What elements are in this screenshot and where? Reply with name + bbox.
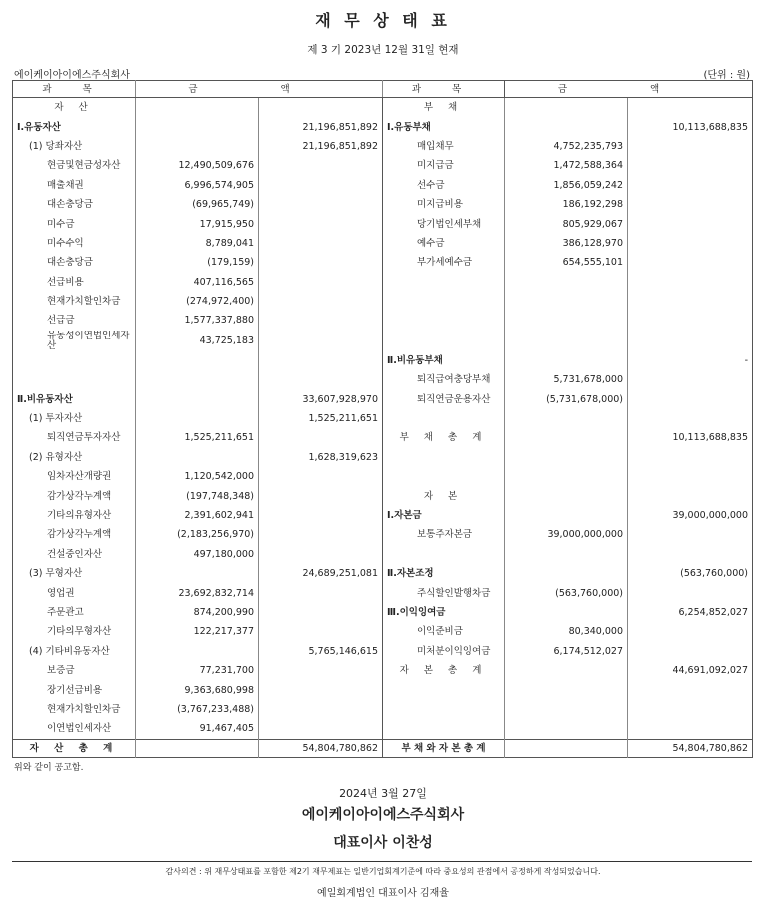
right-item: 보통주자본금 — [383, 525, 505, 544]
left-amount-col2 — [259, 176, 383, 195]
left-amount-col2 — [259, 214, 383, 233]
table-row — [13, 409, 753, 428]
right-amount-col1: 80,340,000 — [505, 622, 628, 641]
right-amount-col2 — [628, 680, 753, 699]
left-item: 영업권 — [13, 583, 136, 602]
left-item: 대손충당금 — [13, 195, 136, 214]
right-item: 퇴직연금운용자산 — [383, 389, 505, 408]
table-header-row — [13, 81, 753, 98]
left-amount-col2 — [259, 719, 383, 739]
right-amount-col2 — [628, 448, 753, 467]
right-amount-col2 — [628, 545, 753, 564]
divider — [12, 861, 752, 862]
right-item — [383, 292, 505, 311]
right-item: 퇴직급여충당부채 — [383, 370, 505, 389]
table-row — [13, 98, 753, 118]
table-row — [13, 176, 753, 195]
right-item: Ⅱ.비유동부채 — [383, 351, 505, 370]
right-amount-col1: 4,752,235,793 — [505, 137, 628, 156]
right-amount-col2 — [628, 525, 753, 544]
right-item: 주식할인발행차금 — [383, 583, 505, 602]
left-item: 임차자산개량권 — [13, 467, 136, 486]
left-amount-col2: 5,765,146,615 — [259, 642, 383, 661]
left-amount-col1 — [136, 564, 259, 583]
balance-sheet-table — [12, 80, 753, 758]
total-liab-equity-col1 — [505, 739, 628, 757]
right-item — [383, 409, 505, 428]
table-row — [13, 292, 753, 311]
left-item — [13, 351, 136, 370]
right-amount-col2 — [628, 137, 753, 156]
right-item: Ⅱ.자본조정 — [383, 564, 505, 583]
right-item: 부가세예수금 — [383, 253, 505, 272]
left-item: 건설중인자산 — [13, 545, 136, 564]
right-amount-header: 금 액 — [505, 81, 753, 98]
right-item: 미지급금 — [383, 156, 505, 175]
right-amount-col2: 10,113,688,835 — [672, 121, 748, 133]
table-row — [13, 428, 753, 447]
right-amount-col1: 805,929,067 — [505, 214, 628, 233]
table-row — [13, 642, 753, 661]
right-amount-col1 — [505, 700, 628, 719]
right-item: 부 채 — [383, 98, 505, 118]
left-amount-col2 — [259, 351, 383, 370]
publication-notice: 위와 같이 공고함. — [14, 763, 84, 773]
right-amount-col1: 1,856,059,242 — [505, 176, 628, 195]
right-item — [383, 719, 505, 739]
right-amount-col2 — [628, 273, 753, 292]
left-amount-col2 — [259, 273, 383, 292]
total-assets-label: 자 산 총 계 — [13, 739, 136, 757]
right-amount-col1: 5,731,678,000 — [505, 370, 628, 389]
right-amount-col1 — [505, 564, 628, 583]
left-item: Ⅰ.유동자산 — [13, 117, 136, 136]
left-amount-col2 — [259, 603, 383, 622]
right-item: 미지급비용 — [383, 195, 505, 214]
table-row — [13, 622, 753, 641]
left-item: 이연법인세자산 — [13, 719, 136, 739]
right-amount-col2 — [628, 253, 753, 272]
auditor-name: 예일회계법인 대표이사 김재율 — [317, 888, 449, 899]
right-amount-col2: - — [744, 354, 748, 366]
right-amount-col1 — [505, 117, 628, 136]
left-item — [13, 370, 136, 389]
right-item — [383, 467, 505, 486]
right-amount-col1 — [505, 273, 628, 292]
left-amount-col2: 33,607,928,970 — [259, 389, 383, 408]
totals-row — [13, 739, 753, 757]
left-item: 장기선급비용 — [13, 680, 136, 699]
right-amount-col1: (563,760,000) — [505, 583, 628, 602]
right-amount-col2 — [628, 331, 753, 351]
right-item: Ⅲ.이익잉여금 — [383, 603, 505, 622]
ceo-name: 대표이사 이찬성 — [333, 835, 433, 851]
document-title: 재 무 상 태 표 — [315, 11, 451, 30]
table-row — [13, 273, 753, 292]
right-item: 부 채 총 계 — [383, 428, 505, 447]
left-item: (1) 당좌자산 — [13, 137, 136, 156]
right-amount-col1 — [505, 428, 628, 447]
right-amount-col2 — [628, 214, 753, 233]
left-amount-col2: 1,525,211,651 — [259, 409, 383, 428]
table-row — [13, 214, 753, 233]
right-item — [383, 448, 505, 467]
left-amount-col1 — [136, 98, 259, 118]
right-amount-col2: (563,760,000) — [680, 568, 748, 580]
right-amount-col2: 6,254,852,027 — [678, 606, 748, 618]
right-amount-col2 — [628, 98, 753, 118]
right-item: 예수금 — [383, 234, 505, 253]
left-amount-col2 — [259, 506, 383, 525]
left-item: 기타의유형자산 — [13, 506, 136, 525]
left-amount-col1: (179,159) — [136, 253, 259, 272]
right-item: 선수금 — [383, 176, 505, 195]
left-amount-col2 — [259, 98, 383, 118]
left-amount-col1: 2,391,602,941 — [136, 506, 259, 525]
left-amount-col1: 1,120,542,000 — [136, 467, 259, 486]
left-amount-col2 — [259, 195, 383, 214]
right-amount-col1 — [505, 331, 628, 351]
left-amount-col2 — [259, 545, 383, 564]
left-amount-col2: 24,689,251,081 — [259, 564, 383, 583]
left-amount-col1 — [136, 137, 259, 156]
left-amount-col2 — [259, 234, 383, 253]
table-row — [13, 351, 753, 370]
right-amount-col2 — [628, 467, 753, 486]
right-amount-col1 — [505, 506, 628, 525]
left-amount-col1: (2,183,256,970) — [136, 525, 259, 544]
right-item — [383, 545, 505, 564]
right-amount-col2: 44,691,092,027 — [672, 665, 748, 677]
right-amount-col2 — [628, 234, 753, 253]
right-amount-col1 — [505, 545, 628, 564]
left-amount-col2 — [259, 253, 383, 272]
table-row — [13, 700, 753, 719]
total-assets-value: 54,804,780,862 — [259, 739, 383, 757]
left-item: 현재가치할인차금 — [13, 292, 136, 311]
table-row — [13, 680, 753, 699]
left-amount-col2 — [259, 486, 383, 505]
total-liab-equity-label: 부 채 와 자 본 총 계 — [383, 739, 505, 757]
right-amount-col2 — [628, 311, 753, 330]
right-amount-col2 — [628, 719, 753, 739]
left-amount-col2 — [259, 583, 383, 602]
left-amount-col1: 77,231,700 — [136, 661, 259, 680]
left-amount-col1 — [136, 448, 259, 467]
left-amount-col2 — [259, 156, 383, 175]
right-amount-col2 — [628, 583, 753, 602]
left-amount-col1: (69,965,749) — [136, 195, 259, 214]
right-item: 매입채무 — [383, 137, 505, 156]
right-amount-col2: 10,113,688,835 — [672, 432, 748, 444]
right-amount-col1 — [505, 448, 628, 467]
left-amount-col2: 21,196,851,892 — [259, 117, 383, 136]
table-row — [13, 545, 753, 564]
table-row — [13, 137, 753, 156]
left-amount-col1: 1,577,337,880 — [136, 311, 259, 330]
table-row — [13, 564, 753, 583]
right-amount-col1 — [505, 311, 628, 330]
right-amount-col2 — [628, 642, 753, 661]
left-amount-col1: 6,996,574,905 — [136, 176, 259, 195]
left-item: 미수금 — [13, 214, 136, 233]
left-amount-col2 — [259, 428, 383, 447]
currency-unit: (단위 : 원) — [703, 70, 750, 81]
table-row — [13, 253, 753, 272]
reporting-period: 제 3 기 2023년 12월 31일 현재 — [307, 44, 459, 56]
right-item: 미처분이익잉여금 — [383, 642, 505, 661]
left-item: 유동성이연법인세자산 — [13, 331, 136, 351]
right-amount-col1: 6,174,512,027 — [505, 642, 628, 661]
left-amount-col1: 407,116,565 — [136, 273, 259, 292]
table-row — [13, 583, 753, 602]
left-item: (1) 투자자산 — [13, 409, 136, 428]
right-amount-col1 — [505, 486, 628, 505]
table-row — [13, 719, 753, 739]
left-amount-col1: 91,467,405 — [136, 719, 259, 739]
right-amount-col1 — [505, 661, 628, 680]
left-amount-col1: 8,789,041 — [136, 234, 259, 253]
right-item — [383, 273, 505, 292]
left-item: 보증금 — [13, 661, 136, 680]
right-amount-col1: 39,000,000,000 — [505, 525, 628, 544]
right-amount-col2 — [628, 389, 753, 408]
left-amount-col1: (3,767,233,488) — [136, 700, 259, 719]
total-liab-equity-value: 54,804,780,862 — [628, 739, 753, 757]
left-amount-col1 — [136, 370, 259, 389]
table-row — [13, 661, 753, 680]
balance-sheet-body — [13, 98, 753, 740]
left-amount-col1: (274,972,400) — [136, 292, 259, 311]
table-row — [13, 486, 753, 505]
left-amount-header: 금 액 — [136, 81, 383, 98]
left-item: 매출채권 — [13, 176, 136, 195]
table-row — [13, 234, 753, 253]
left-item: Ⅱ.비유동자산 — [13, 389, 136, 408]
right-amount-col1: 1,472,588,364 — [505, 156, 628, 175]
left-item: 감가상각누계액 — [13, 486, 136, 505]
left-amount-col2 — [259, 622, 383, 641]
left-amount-col2: 21,196,851,892 — [259, 137, 383, 156]
left-amount-col2 — [259, 680, 383, 699]
right-amount-col1 — [505, 292, 628, 311]
left-amount-col2 — [259, 292, 383, 311]
right-amount-col2 — [628, 486, 753, 505]
right-amount-col2 — [628, 156, 753, 175]
table-row — [13, 448, 753, 467]
right-amount-col2 — [628, 370, 753, 389]
left-item: 선급비용 — [13, 273, 136, 292]
table-row — [13, 156, 753, 175]
right-amount-col1 — [505, 467, 628, 486]
left-amount-col2: 1,628,319,623 — [259, 448, 383, 467]
right-amount-col1: (5,731,678,000) — [505, 389, 628, 408]
right-amount-col1: 654,555,101 — [505, 253, 628, 272]
left-item: (2) 유형자산 — [13, 448, 136, 467]
audit-opinion: 감사의견 : 위 재무상태표를 포함한 제2기 재무제표는 일반기업회계기준에 따라 중요성의 관점에서 공정하게 작성되었습니다. — [165, 867, 601, 876]
left-item: 자 산 — [13, 98, 136, 118]
left-amount-col1: 122,217,377 — [136, 622, 259, 641]
right-item — [383, 311, 505, 330]
right-item: 이익준비금 — [383, 622, 505, 641]
left-amount-col1: 874,200,990 — [136, 603, 259, 622]
right-amount-col1: 386,128,970 — [505, 234, 628, 253]
right-amount-col2 — [628, 195, 753, 214]
left-amount-col1: 497,180,000 — [136, 545, 259, 564]
left-item: 감가상각누계액 — [13, 525, 136, 544]
right-item — [383, 331, 505, 351]
table-row — [13, 389, 753, 408]
left-amount-col2 — [259, 467, 383, 486]
left-item: 현재가치할인차금 — [13, 700, 136, 719]
left-amount-col2 — [259, 525, 383, 544]
left-amount-col2 — [259, 661, 383, 680]
left-amount-col1: 9,363,680,998 — [136, 680, 259, 699]
table-row — [13, 117, 753, 136]
publication-date: 2024년 3월 27일 — [339, 787, 427, 800]
right-item: 자 본 — [383, 486, 505, 505]
left-item: (3) 무형자산 — [13, 564, 136, 583]
table-row — [13, 603, 753, 622]
right-amount-col2 — [628, 292, 753, 311]
left-amount-col1: (197,748,348) — [136, 486, 259, 505]
table-row — [13, 370, 753, 389]
left-item: 주문관고 — [13, 603, 136, 622]
right-amount-col1 — [505, 351, 628, 370]
left-amount-col2 — [259, 700, 383, 719]
right-amount-col2 — [628, 700, 753, 719]
company-name-header: 에이케이아이에스주식회사 — [14, 70, 130, 81]
left-item: 현금및현금성자산 — [13, 156, 136, 175]
right-item: 당기법인세부채 — [383, 214, 505, 233]
left-amount-col2 — [259, 331, 383, 351]
left-item: 퇴직연금투자자산 — [13, 428, 136, 447]
left-amount-col1: 12,490,509,676 — [136, 156, 259, 175]
right-amount-col1: 186,192,298 — [505, 195, 628, 214]
left-item: 미수수익 — [13, 234, 136, 253]
right-amount-col1 — [505, 603, 628, 622]
right-item-header: 과 목 — [383, 81, 505, 98]
right-amount-col1 — [505, 719, 628, 739]
left-item: 기타의무형자산 — [13, 622, 136, 641]
left-amount-col1 — [136, 642, 259, 661]
right-item: Ⅰ.자본금 — [383, 506, 505, 525]
company-name-footer: 에이케이아이에스주식회사 — [301, 807, 465, 823]
right-amount-col1 — [505, 98, 628, 118]
right-amount-col2: 39,000,000,000 — [672, 510, 748, 521]
table-row — [13, 525, 753, 544]
right-amount-col1 — [505, 409, 628, 428]
left-amount-col1 — [136, 117, 259, 136]
left-amount-col1 — [136, 389, 259, 408]
right-amount-col1 — [505, 680, 628, 699]
left-amount-col1: 43,725,183 — [136, 331, 259, 351]
left-item-header: 과 목 — [13, 81, 136, 98]
left-item: 선급금 — [13, 311, 136, 330]
left-amount-col2 — [259, 311, 383, 330]
left-amount-col1: 17,915,950 — [136, 214, 259, 233]
left-amount-col2 — [259, 370, 383, 389]
right-item — [383, 680, 505, 699]
right-item: 자 본 총 계 — [383, 661, 505, 680]
left-item: 대손충당금 — [13, 253, 136, 272]
right-item — [383, 700, 505, 719]
table-row — [13, 506, 753, 525]
table-row — [13, 311, 753, 330]
left-amount-col1 — [136, 351, 259, 370]
right-amount-col2 — [628, 176, 753, 195]
table-row — [13, 195, 753, 214]
total-assets-col1 — [136, 739, 259, 757]
right-item: Ⅰ.유동부채 — [383, 117, 505, 136]
left-amount-col1 — [136, 409, 259, 428]
left-amount-col1: 1,525,211,651 — [136, 428, 259, 447]
left-item: (4) 기타비유동자산 — [13, 642, 136, 661]
table-row — [13, 467, 753, 486]
right-amount-col2 — [628, 622, 753, 641]
table-row — [13, 331, 753, 351]
left-amount-col1: 23,692,832,714 — [136, 583, 259, 602]
right-amount-col2 — [628, 409, 753, 428]
